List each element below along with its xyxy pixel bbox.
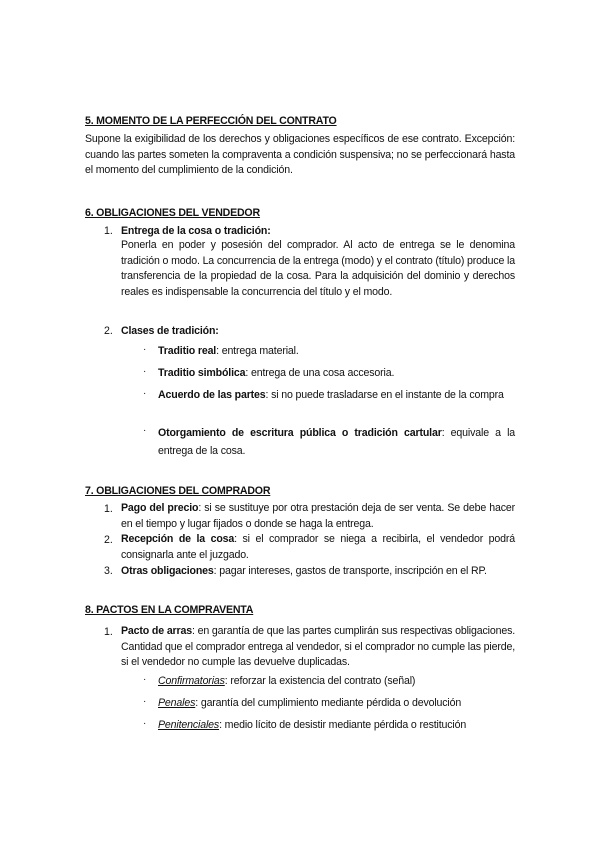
item-title-text: Entrega de la cosa o tradición: — [121, 225, 271, 237]
bullet-term: Penitenciales — [158, 719, 220, 731]
bullet-text: : equivale a la entrega de la cosa. — [158, 427, 516, 457]
list-item — [121, 532, 515, 563]
bullet-icon: · — [143, 718, 147, 729]
list-number: 3. — [104, 565, 113, 577]
bullet-text: : reforzar la existencia del contrato (señal) — [224, 675, 416, 687]
bullet-icon: · — [143, 344, 147, 355]
bullet-text: : garantía del cumplimiento mediante pérdida o devolución — [195, 697, 462, 709]
item-text: : en garantía de que las partes cumplirán sus respectivas obligaciones. Cantidad que el comprador entrega al vendedor, si el comprador no cumple las pierde, si el vendedor no cumple las devuelve duplicadas. — [121, 625, 516, 668]
list-item — [158, 719, 466, 731]
item-title — [121, 225, 271, 237]
bullet-term: Traditio simbólica — [158, 367, 246, 379]
list-number: 1. — [104, 503, 113, 515]
bullet-text: : entrega material. — [216, 345, 299, 357]
bullet-text: : si no puede trasladarse en el instante de la compra — [265, 389, 504, 401]
list-item — [158, 387, 515, 404]
item-text: : si se sustituye por otra prestación deja de ser venta. Se debe hacer en el tiempo y lugar fijados o donde se haga la entrega. — [121, 502, 515, 530]
bullet-icon: · — [143, 388, 147, 399]
list-item — [121, 565, 487, 577]
bullet-icon: · — [143, 696, 147, 707]
bullet-text: : medio lícito de desistir mediante pérdida o restitución — [219, 719, 467, 731]
item-title — [121, 325, 219, 337]
item-title-text: Clases de tradición: — [121, 325, 219, 337]
list-number: 1. — [104, 626, 113, 638]
item-text: Ponerla en poder y posesión del comprador. Al acto de entrega se le denomina tradición o modo. La concurrencia de la entrega (modo) y el contrato (título) produce la transferencia de la propiedad de la cosa. Para la adquisición del dominio y derechos reales es indispensable la concurrencia del título y el modo. — [121, 239, 515, 298]
list-number: 2. — [104, 325, 113, 337]
list-number: 2. — [104, 534, 113, 546]
item-term: Recepción de la cosa — [121, 533, 235, 545]
list-item — [158, 675, 415, 687]
list-item — [158, 367, 394, 379]
bullet-term: Penales — [158, 697, 196, 709]
bullet-term: Acuerdo de las partes — [158, 389, 266, 401]
bullet-term: Confirmatorias — [158, 675, 225, 687]
bullet-icon: · — [143, 366, 147, 377]
bullet-icon: · — [143, 674, 147, 685]
bullet-text: : entrega de una cosa accesoria. — [245, 367, 395, 379]
item-text: : pagar intereses, gastos de transporte, inscripción en el RP. — [213, 565, 487, 577]
list-item — [121, 624, 515, 671]
section-5-paragraph: Supone la exigibilidad de los derechos y obligaciones específicos de ese contrato. Excepción: cuando las partes someten la compraventa a condición suspensiva; no se perfeccionará hasta el momento del cumplimiento de la condición. — [85, 133, 515, 176]
list-number: 1. — [104, 225, 113, 237]
bullet-icon: · — [143, 425, 147, 436]
item-term: Pago del precio — [121, 502, 199, 514]
bullet-term: Otorgamiento de escritura pública o tradición cartular — [158, 427, 442, 439]
section-7-heading: 7. OBLIGACIONES DEL COMPRADOR — [85, 485, 271, 497]
section-5-heading: 5. MOMENTO DE LA PERFECCIÓN DEL CONTRATO — [85, 115, 337, 127]
list-item — [158, 697, 461, 709]
item-term: Pacto de arras — [121, 625, 192, 637]
section-8-heading: 8. PACTOS EN LA COMPRAVENTA — [85, 604, 254, 616]
list-item — [121, 501, 515, 532]
list-item — [158, 345, 299, 357]
section-6-heading: 6. OBLIGACIONES DEL VENDEDOR — [85, 207, 260, 219]
item-text: : si el comprador se niega a recibirla, el vendedor podrá consignarla ante el juzgado. — [121, 533, 516, 561]
item-term: Otras obligaciones — [121, 565, 214, 577]
list-item — [158, 424, 515, 460]
bullet-term: Traditio real — [158, 345, 217, 357]
